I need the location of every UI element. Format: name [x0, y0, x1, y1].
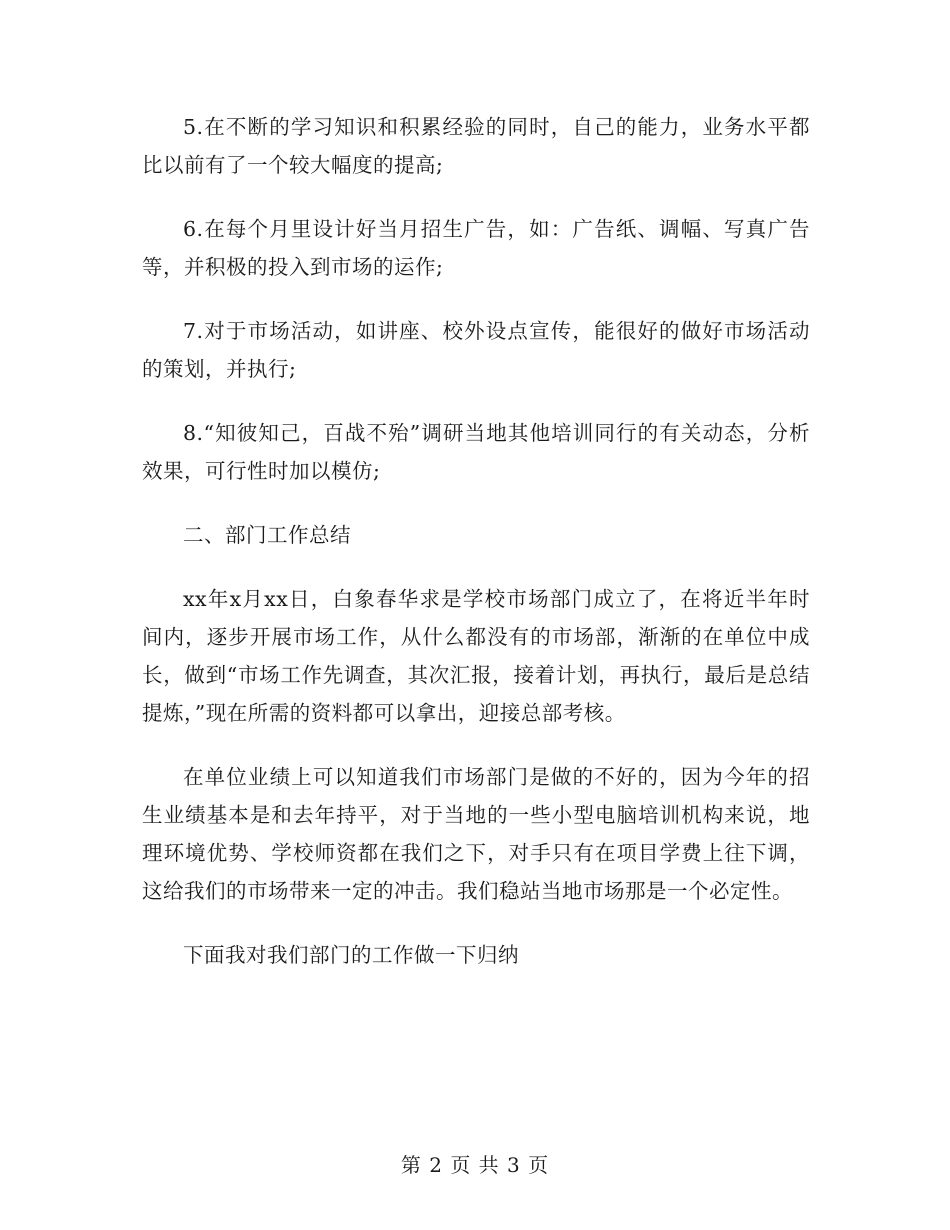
section-heading: 二、部门工作总结 [183, 523, 351, 547]
paragraph-performance: 在单位业绩上可以知道我们市场部门是做的不好的，因为今年的招生业绩基本是和去年持平，对于当地的一些小型电脑培训机构来说，地理环境优势、学校师资都在我们之下，对手只有在项目学费上往下调，这给我们的市场带来一定的冲击。我们稳站当地市场那是一个必定性。 [142, 765, 810, 903]
page-number: 第 2 页 共 3 页 [400, 1153, 550, 1177]
paragraph-summary-lead: 下面我对我们部门的工作做一下归纳 [183, 943, 519, 967]
paragraph-item-6: 6.在每个月里设计好当月招生广告，如：广告纸、调幅、写真广告等，并积极的投入到市场的运作; [142, 217, 810, 279]
page-footer [0, 1150, 950, 1180]
paragraph-item-7: 7.对于市场活动，如讲座、校外设点宣传，能很好的做好市场活动的策划，并执行; [142, 319, 810, 381]
paragraph-item-8: 8.“知彼知己，百战不殆”调研当地其他培训同行的有关动态，分析效果，可行性时加以模仿; [142, 421, 810, 483]
document-body [142, 108, 810, 1000]
paragraph-item-5: 5.在不断的学习知识和积累经验的同时，自己的能力，业务水平都比以前有了一个较大幅度的提高; [142, 115, 810, 177]
paragraph-department-intro: xx年x月xx日，白象春华求是学校市场部门成立了，在将近半年时间内，逐步开展市场工作，从什么都没有的市场部，渐渐的在单位中成长，做到“市场工作先调查，其次汇报，接着计划，再执行，最后是总结提炼，”现在所需的资料都可以拿出，迎接总部考核。 [142, 587, 810, 725]
